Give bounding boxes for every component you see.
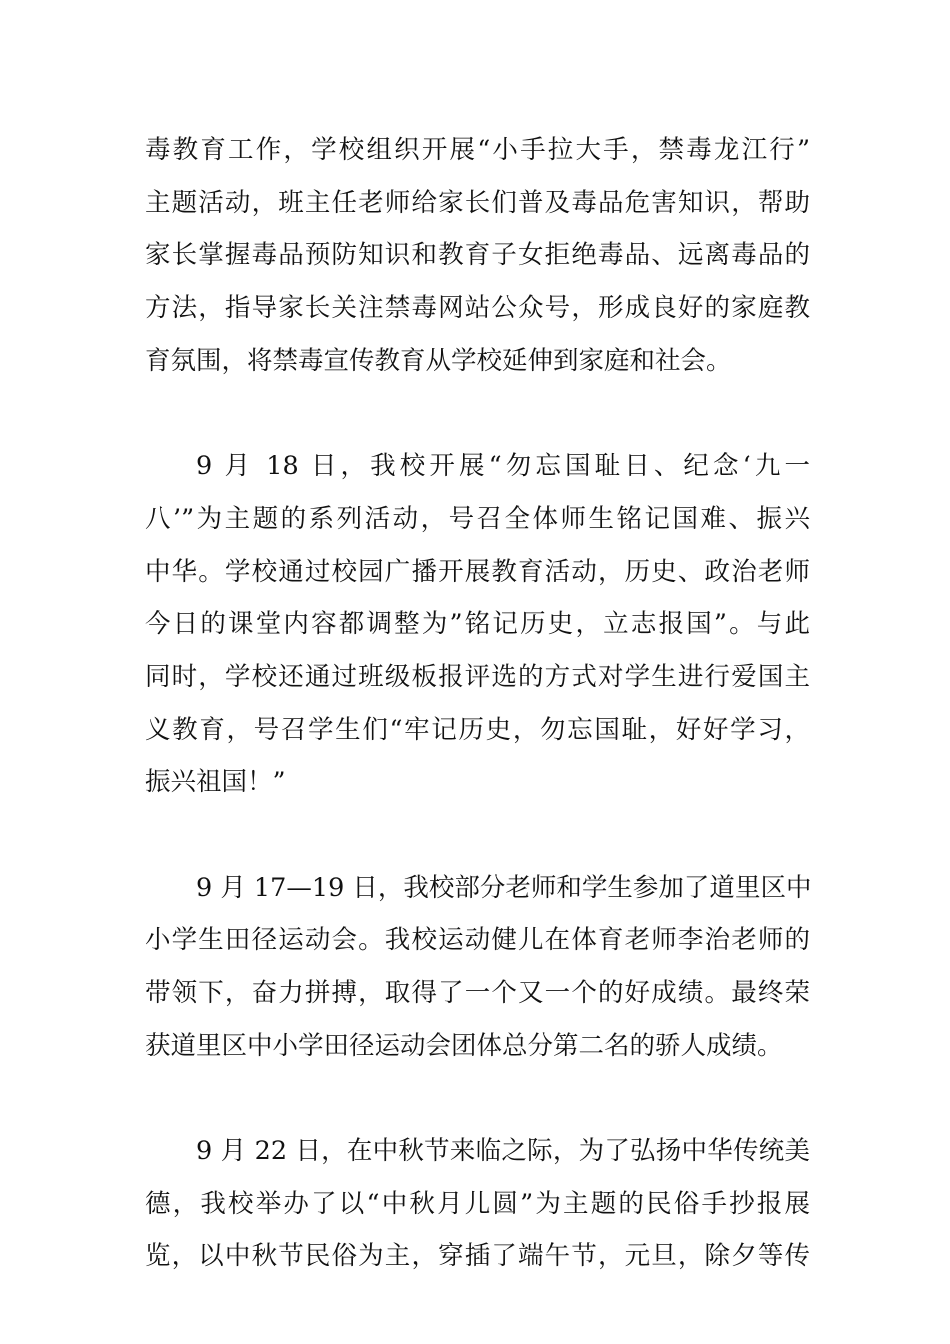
text-line: 育氛围，将禁毒宣传教育从学校延伸到家庭和社会。 <box>145 345 732 376</box>
text-line: 带领下，奋力拼搏，取得了一个又一个的好成绩。最终荣 <box>145 978 810 1008</box>
text-line: 同时，学校还通过班级板报评选的方式对学生进行爱国主 <box>145 661 810 692</box>
text-line: 八’”为主题的系列活动，号召全体师生铭记国难、振兴 <box>145 503 810 534</box>
paragraph-mid-autumn <box>145 1125 810 1283</box>
paragraph-track-and-field <box>145 862 810 1073</box>
text-line: 今日的课堂内容都调整为”铭记历史，立志报国”。与此 <box>145 609 810 640</box>
text-line: 振兴祖国！” <box>145 767 286 798</box>
text-line: 中华。学校通过校园广播开展教育活动，历史、政治老师 <box>145 556 810 587</box>
text-line: 方法，指导家长关注禁毒网站公众号，形成良好的家庭教 <box>145 293 810 324</box>
text-line: 毒教育工作，学校组织开展“小手拉大手，禁毒龙江行” <box>145 135 810 165</box>
text-line: 获道里区中小学田径运动会团体总分第二名的骄人成绩。 <box>145 1030 783 1061</box>
paragraph-anti-drug-activity <box>145 124 810 387</box>
text-line: 德，我校举办了以“中秋月儿圆”为主题的民俗手抄报展 <box>145 1188 810 1219</box>
text-line: 览，以中秋节民俗为主，穿插了端午节，元旦，除夕等传 <box>145 1241 810 1272</box>
text-line: 9 月 22 日，在中秋节来临之际，为了弘扬中华传统美 <box>196 1136 810 1167</box>
text-line: 主题活动，班主任老师给家长们普及毒品危害知识，帮助 <box>145 187 810 218</box>
paragraph-september-18 <box>145 440 810 809</box>
text-line: 9 月 18 日，我校开展“勿忘国耻日、纪念‘九一 <box>196 451 810 482</box>
text-line: 小学生田径运动会。我校运动健儿在体育老师李治老师的 <box>145 925 810 956</box>
text-line: 义教育，号召学生们“牢记历史，勿忘国耻，好好学习， <box>145 714 810 745</box>
document-body <box>145 124 810 1336</box>
text-line: 9 月 17—19 日，我校部分老师和学生参加了道里区中 <box>196 872 812 903</box>
text-line: 家长掌握毒品预防知识和教育子女拒绝毒品、远离毒品的 <box>145 240 810 271</box>
